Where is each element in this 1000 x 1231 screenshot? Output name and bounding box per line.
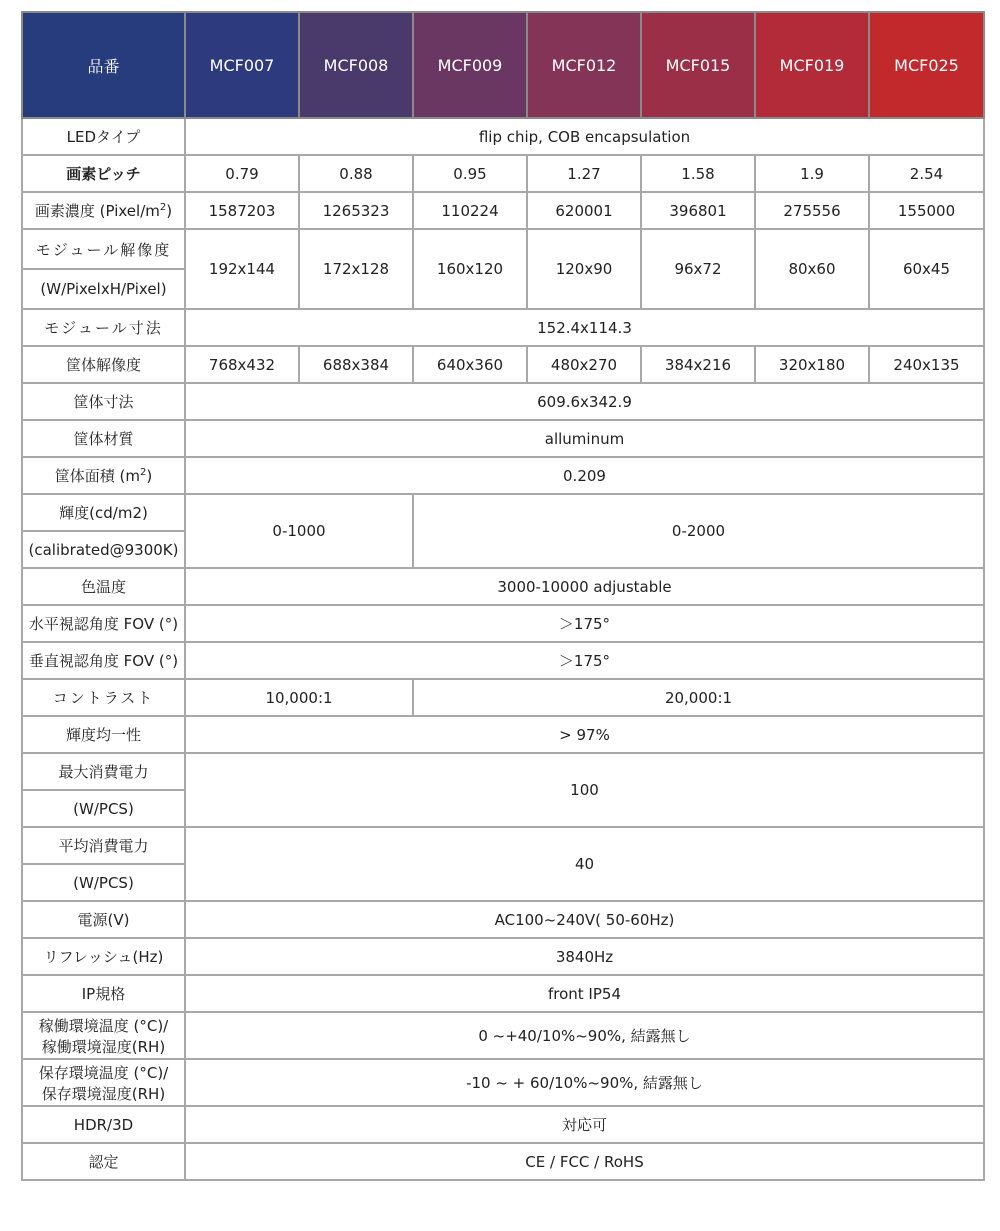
model-header: MCF015: [641, 12, 755, 118]
row-value: 609.6x342.9: [185, 383, 984, 420]
model-header: MCF007: [185, 12, 299, 118]
row-label: モジュール解像度: [22, 229, 185, 269]
row-value: > 97%: [185, 716, 984, 753]
cell-value: 120x90: [527, 229, 641, 309]
table-row: [22, 494, 984, 531]
table-row: [22, 457, 984, 494]
row-label: 輝度(cd/m2): [22, 494, 185, 531]
row-label: 色温度: [22, 568, 185, 605]
model-header: MCF008: [299, 12, 413, 118]
row-label: [22, 1059, 185, 1106]
cell-value: 160x120: [413, 229, 527, 309]
row-label: 筐体寸法: [22, 383, 185, 420]
superscript: 2: [140, 467, 147, 478]
row-label: 画素ピッチ: [22, 155, 185, 192]
table-row: [22, 679, 984, 716]
table-row: [22, 309, 984, 346]
superscript: 2: [159, 202, 167, 213]
cell-value: 1.27: [527, 155, 641, 192]
table-row: [22, 420, 984, 457]
row-value: front IP54: [185, 975, 984, 1012]
table-row: [22, 975, 984, 1012]
spec-table: [21, 11, 985, 1181]
row-value: AC100~240V( 50-60Hz): [185, 901, 984, 938]
cell-value: 1265323: [299, 192, 413, 229]
row-label: (W/PCS): [22, 864, 185, 901]
row-value: alluminum: [185, 420, 984, 457]
row-value: CE / FCC / RoHS: [185, 1143, 984, 1180]
row-value: flip chip, COB encapsulation: [185, 118, 984, 155]
table-row: [22, 605, 984, 642]
cell-value: 396801: [641, 192, 755, 229]
row-value: 0.209: [185, 457, 984, 494]
table-row: [22, 155, 984, 192]
model-header: MCF012: [527, 12, 641, 118]
row-label-line: 保存環境湿度(RH): [41, 1084, 166, 1103]
cell-value: 480x270: [527, 346, 641, 383]
row-label: コントラスト: [22, 679, 185, 716]
row-label: [22, 192, 185, 229]
cell-value: 240x135: [869, 346, 984, 383]
row-label: IP規格: [22, 975, 185, 1012]
cell-value: 1587203: [185, 192, 299, 229]
row-label: リフレッシュ(Hz): [22, 938, 185, 975]
row-value: ＞175°: [185, 605, 984, 642]
row-label: (calibrated@9300K): [22, 531, 185, 568]
cell-value: 275556: [755, 192, 869, 229]
cell-value: 688x384: [299, 346, 413, 383]
row-value: 3000-10000 adjustable: [185, 568, 984, 605]
row-label: モジュール寸法: [22, 309, 185, 346]
model-header: MCF009: [413, 12, 527, 118]
row-label: 平均消費電力: [22, 827, 185, 864]
row-label: 電源(V): [22, 901, 185, 938]
row-label: 垂直視認角度 FOV (°): [22, 642, 185, 679]
cell-value: 155000: [869, 192, 984, 229]
cell-value: 110224: [413, 192, 527, 229]
cell-value: 60x45: [869, 229, 984, 309]
row-label: 認定: [22, 1143, 185, 1180]
row-label: 水平視認角度 FOV (°): [22, 605, 185, 642]
cell-value: 172x128: [299, 229, 413, 309]
table-row: [22, 901, 984, 938]
row-label-text: ): [146, 467, 153, 485]
row-label: HDR/3D: [22, 1106, 185, 1143]
table-row: [22, 1012, 984, 1059]
row-label: [22, 1012, 185, 1059]
row-label: 最大消費電力: [22, 753, 185, 790]
row-label-line: 保存環境温度 (°C)/: [38, 1063, 169, 1082]
cell-value: 320x180: [755, 346, 869, 383]
row-value: 対応可: [185, 1106, 984, 1143]
table-row: [22, 192, 984, 229]
table-row: [22, 118, 984, 155]
cell-value: 0.79: [185, 155, 299, 192]
cell-value: 80x60: [755, 229, 869, 309]
row-value: 100: [185, 753, 984, 827]
cell-value: 384x216: [641, 346, 755, 383]
table-row: [22, 1059, 984, 1106]
table-row: [22, 642, 984, 679]
cell-value: 0-2000: [413, 494, 984, 568]
row-label-text: 筐体面積 (m: [54, 467, 140, 485]
table-row: [22, 1106, 984, 1143]
row-label: 輝度均一性: [22, 716, 185, 753]
header-row: [22, 12, 984, 118]
row-value: 152.4x114.3: [185, 309, 984, 346]
table-row: [22, 1143, 984, 1180]
row-value: 3840Hz: [185, 938, 984, 975]
cell-value: 0.95: [413, 155, 527, 192]
row-value: 40: [185, 827, 984, 901]
header-label: 品番: [22, 12, 185, 118]
table-row: [22, 753, 984, 790]
row-value: ＞175°: [185, 642, 984, 679]
row-label: [22, 457, 185, 494]
row-label: (W/PCS): [22, 790, 185, 827]
model-header: MCF025: [869, 12, 984, 118]
table-row: [22, 716, 984, 753]
row-label: LEDタイプ: [22, 118, 185, 155]
model-header: MCF019: [755, 12, 869, 118]
row-label-text: 画素濃度 (Pixel/m: [34, 202, 160, 220]
cell-value: 10,000:1: [185, 679, 413, 716]
row-label-text: ): [166, 202, 173, 220]
cell-value: 1.58: [641, 155, 755, 192]
cell-value: 192x144: [185, 229, 299, 309]
table-row: [22, 938, 984, 975]
cell-value: 768x432: [185, 346, 299, 383]
table-row: [22, 568, 984, 605]
cell-value: 640x360: [413, 346, 527, 383]
cell-value: 0.88: [299, 155, 413, 192]
cell-value: 1.9: [755, 155, 869, 192]
row-label-line: 稼働環境湿度(RH): [41, 1037, 166, 1056]
cell-value: 0-1000: [185, 494, 413, 568]
cell-value: 20,000:1: [413, 679, 984, 716]
row-label: 筐体解像度: [22, 346, 185, 383]
row-label: 筐体材質: [22, 420, 185, 457]
row-value: -10 ~ + 60/10%~90%, 結露無し: [185, 1059, 984, 1106]
table-row: [22, 383, 984, 420]
table-row: [22, 827, 984, 864]
table-row: [22, 229, 984, 269]
row-label: (W/PixelxH/Pixel): [22, 269, 185, 309]
cell-value: 2.54: [869, 155, 984, 192]
cell-value: 620001: [527, 192, 641, 229]
row-value: 0 ~+40/10%~90%, 結露無し: [185, 1012, 984, 1059]
row-label-line: 稼働環境温度 (°C)/: [38, 1016, 169, 1035]
cell-value: 96x72: [641, 229, 755, 309]
table-row: [22, 346, 984, 383]
